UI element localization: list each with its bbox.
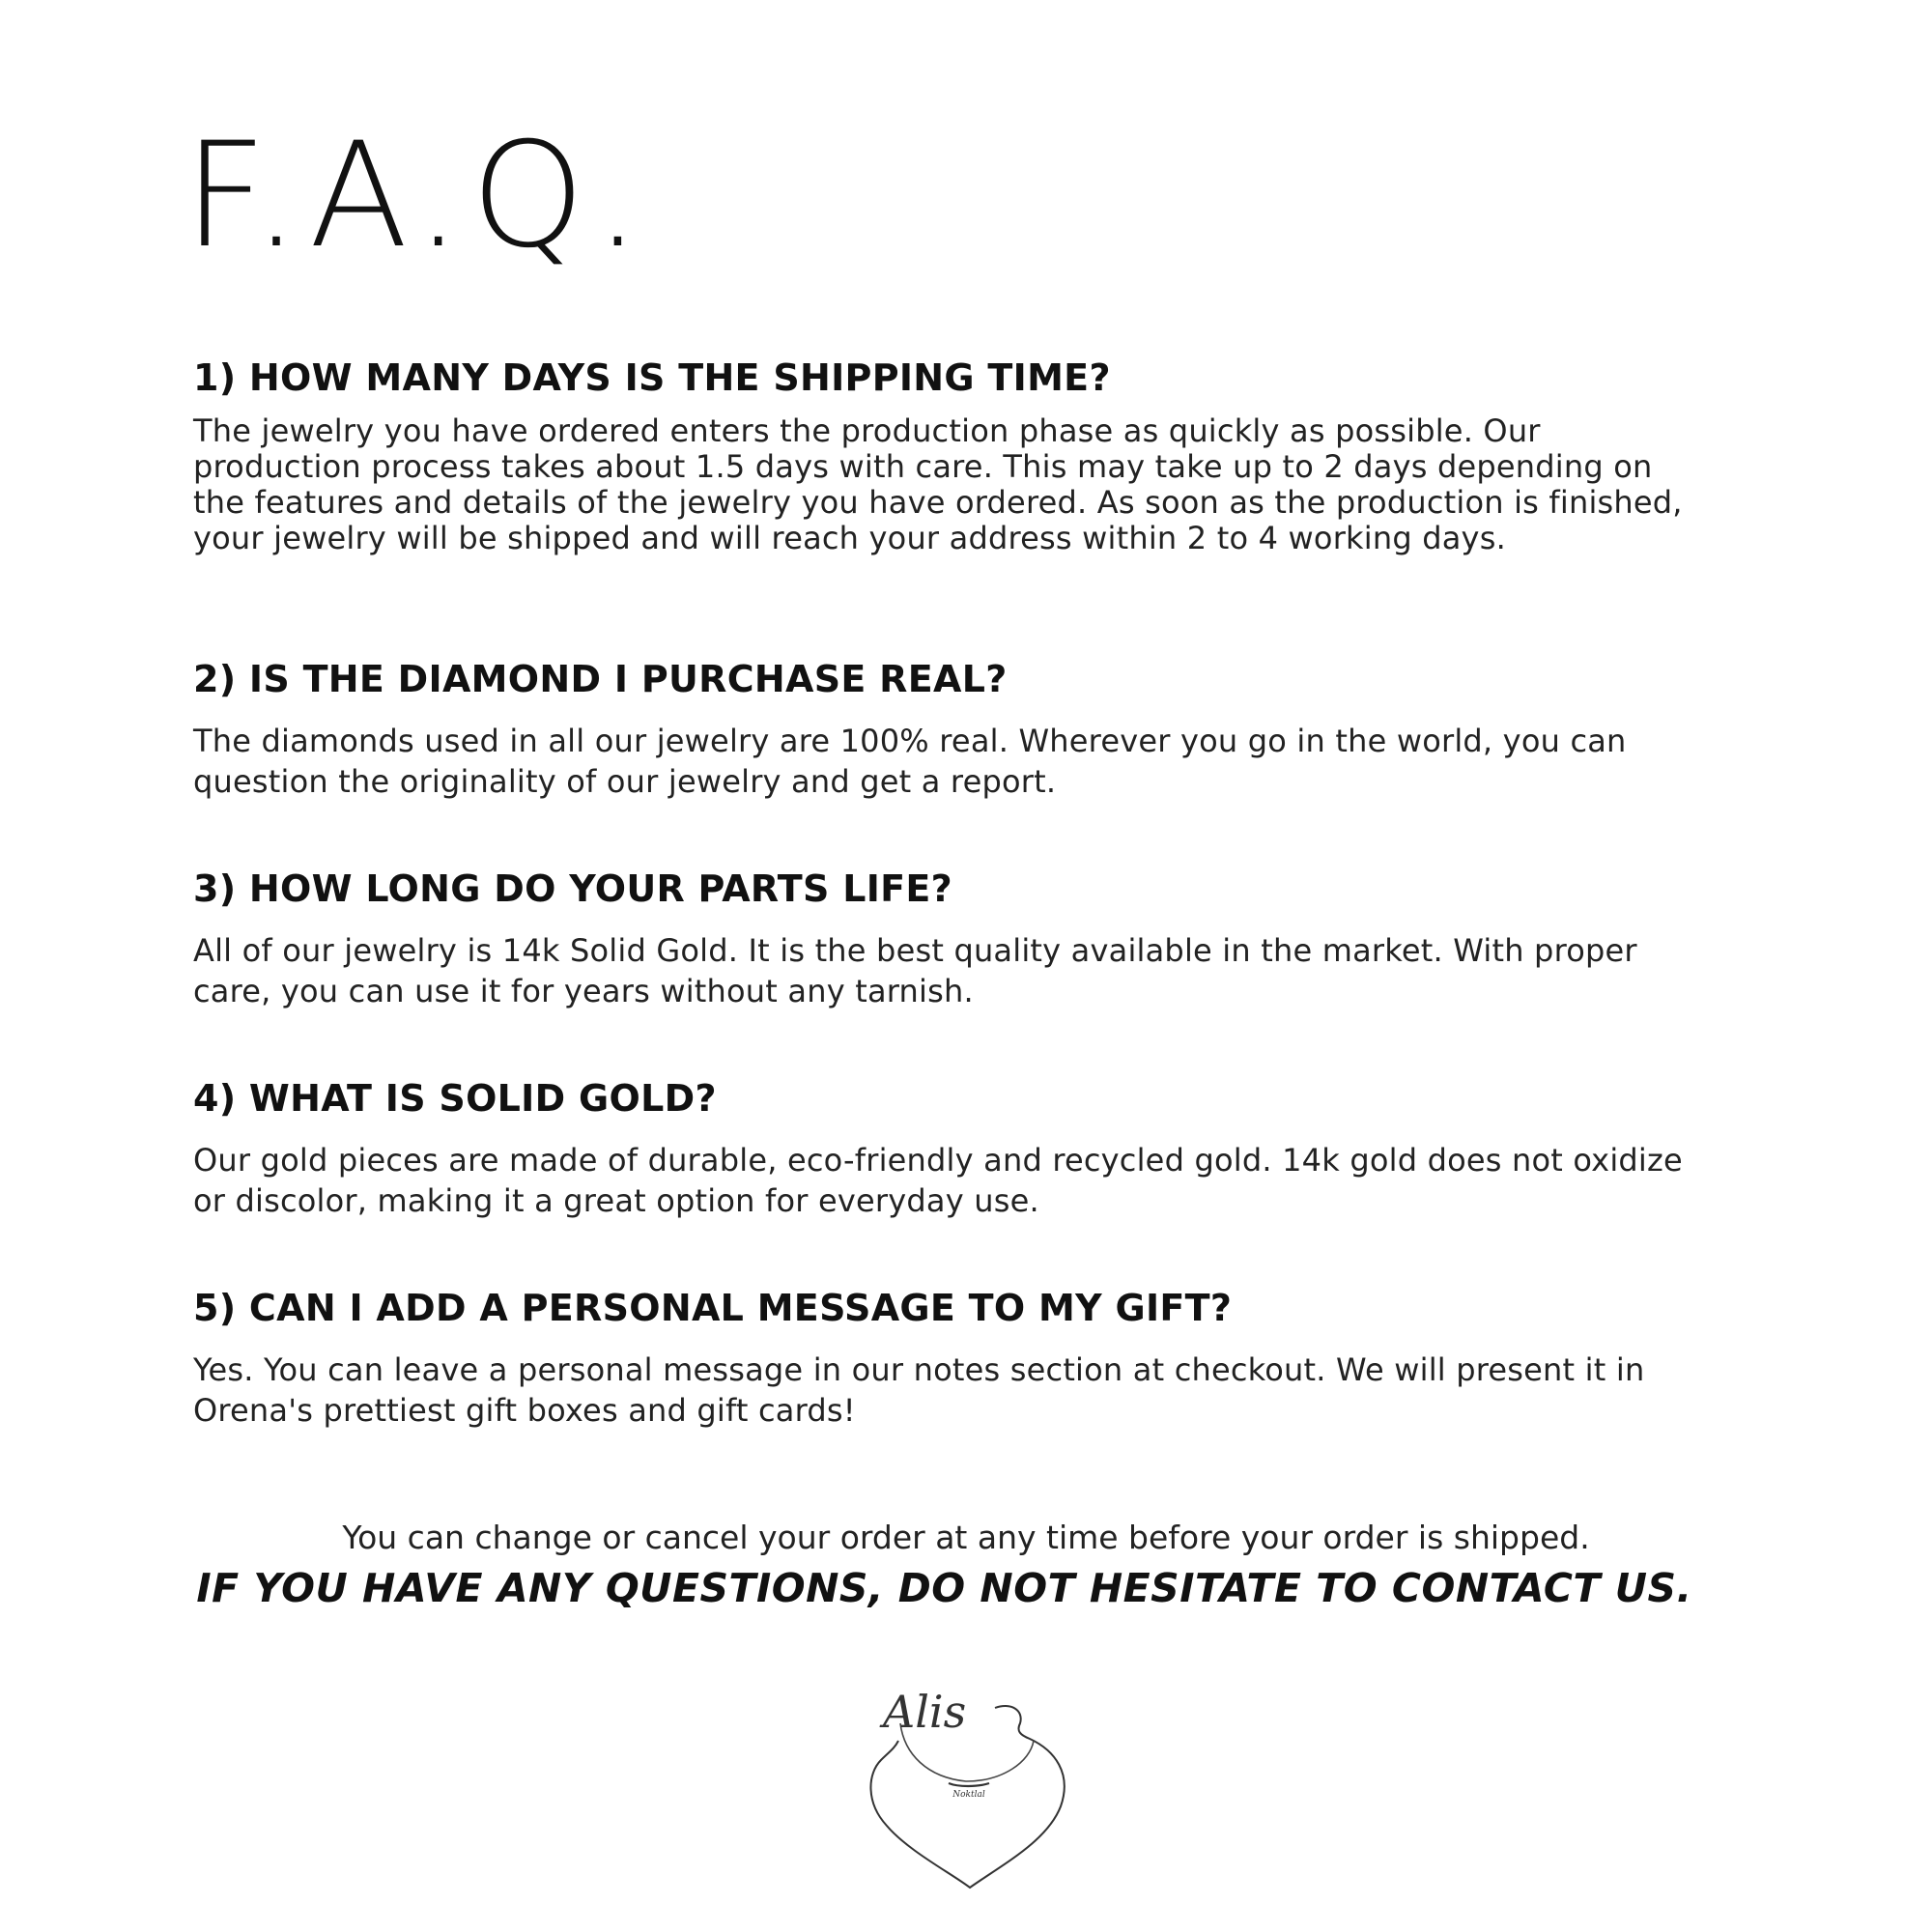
faq-item-4 bbox=[193, 1076, 1700, 1221]
pendant-text: Noktlal bbox=[952, 1790, 985, 1800]
faq-item-2 bbox=[193, 657, 1700, 802]
logo-script-text: Alis bbox=[883, 1686, 967, 1738]
contact-cta: IF YOU HAVE ANY QUESTIONS, DO NOT HESITATE TO CONTACT US. bbox=[196, 1565, 1692, 1611]
faq-question: 2) IS THE DIAMOND I PURCHASE REAL? bbox=[193, 658, 1008, 700]
faq-answer: Yes. You can leave a personal message in our notes section at checkout. We will present it in Orena's prettiest gift boxes and gift cards! bbox=[193, 1351, 1645, 1429]
faq-question: 5) CAN I ADD A PERSONAL MESSAGE TO MY GIFT? bbox=[193, 1287, 1233, 1329]
faq-question: 1) HOW MANY DAYS IS THE SHIPPING TIME? bbox=[193, 356, 1111, 399]
page-title: F.A.Q. bbox=[184, 112, 651, 280]
faq-answer: All of our jewelry is 14k Solid Gold. It is the best quality available in the market. With proper care, you can use it for years without any tarnish. bbox=[193, 932, 1637, 1009]
faq-answer: The diamonds used in all our jewelry are 100% real. Wherever you go in the world, you can question the originality of our jewelry and get a report. bbox=[193, 723, 1627, 800]
faq-item-5 bbox=[193, 1286, 1700, 1431]
faq-question: 3) HOW LONG DO YOUR PARTS LIFE? bbox=[193, 867, 953, 910]
footer-note: You can change or cancel your order at any time before your order is shipped. bbox=[342, 1519, 1590, 1556]
faq-item-3 bbox=[193, 867, 1700, 1011]
faq-item-1 bbox=[193, 355, 1700, 556]
faq-question: 4) WHAT IS SOLID GOLD? bbox=[193, 1077, 717, 1120]
faq-answer: The jewelry you have ordered enters the production phase as quickly as possible. Our production process takes about 1.5 days with care. This may take up to 2 days depending on the features and details of the jewelry you have ordered. As soon as the production is finished, your jewelry will be shipped and will reach your address within 2 to 4 working days. bbox=[193, 412, 1683, 556]
necklace-logo-icon bbox=[840, 1681, 1092, 1893]
faq-answer: Our gold pieces are made of durable, eco-friendly and recycled gold. 14k gold does not oxidize or discolor, making it a great option for everyday use. bbox=[193, 1142, 1683, 1219]
